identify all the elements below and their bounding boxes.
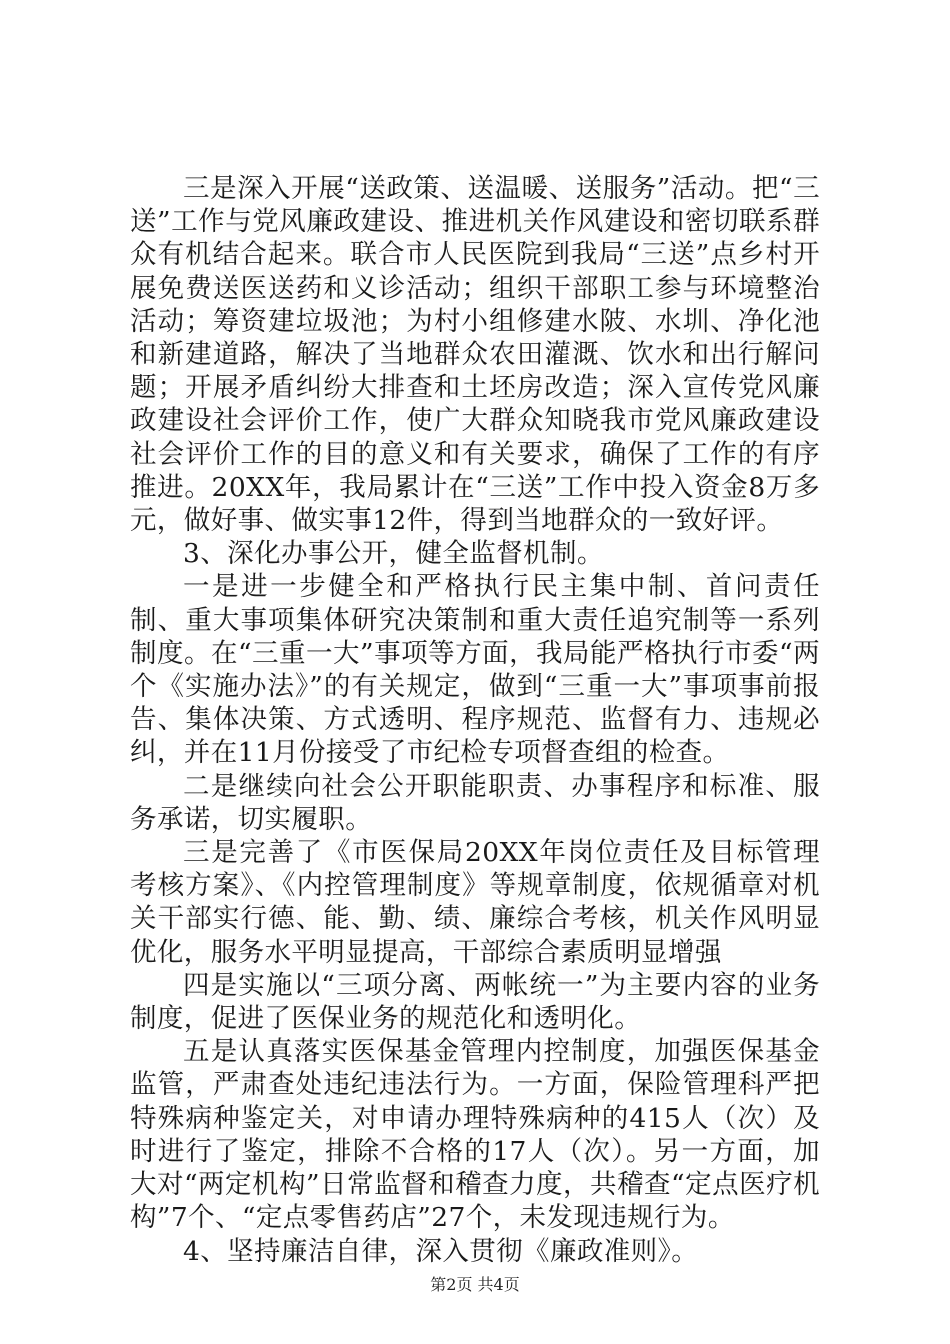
section-heading-4: 4、坚持廉洁自律，深入贯彻《廉政准则》。 [183, 1235, 699, 1267]
paragraph-sansong-activity: 三是深入开展“送政策、送温暖、送服务”活动。把“三送”工作与党风廉政建设、推进机关作风建设和密切联系群众有机结合起来。联合市人民医院到我局“三送”点乡村开展免费送医送药和义诊活动；组织干部职工参与环境整治活动；筹资建垃圾池；为村小组修建水陂、水圳、净化池和新建道路，解决了当地群众农田灌溉、饮水和出行解问题；开展矛盾纠纷大排查和土坯房改造；深入宣传党风廉政建设社会评价工作，使广大群众知晓我市党风廉政建设社会评价工作的目的意义和有关要求，确保了工作的有序推进。20XX年，我局累计在“三送”工作中投入资金8万多元，做好事、做实事12件，得到当地群众的一致好评。 [130, 173, 820, 537]
page-number-footer: 第2页 共4页 [430, 1275, 520, 1294]
paragraph-point-two: 二是继续向社会公开职能职责、办事程序和标准、服务承诺，切实履职。 [130, 770, 820, 835]
section-heading-3: 3、深化办事公开，健全监督机制。 [183, 538, 604, 570]
paragraph-point-one: 一是进一步健全和严格执行民主集中制、首问责任制、重大事项集体研究决策制和重大责任追究制等一系列制度。在“三重一大”事项等方面，我局能严格执行市委“两个《实施办法》”的有关规定，做到“三重一大”事项事前报告、集体决策、方式透明、程序规范、监督有力、违规必纠，并在11月份接受了市纪检专项督查组的检查。 [130, 571, 820, 769]
document-body [130, 172, 820, 1268]
paragraph-point-three: 三是完善了《市医保局20XX年岗位责任及目标管理考核方案》、《内控管理制度》等规章制度，依规循章对机关干部实行德、能、勤、绩、廉综合考核，机关作风明显优化，服务水平明显提高，干部综合素质明显增强 [130, 837, 820, 968]
paragraph-point-five: 五是认真落实医保基金管理内控制度，加强医保基金监管，严肃查处违纪违法行为。一方面，保险管理科严把特殊病种鉴定关，对申请办理特殊病种的415人（次）及时进行了鉴定，排除不合格的17人（次）。另一方面，加大对“两定机构”日常监督和稽查力度，共稽查“定点医疗机构”7个、“定点零售药店”27个，未发现违规行为。 [130, 1036, 820, 1234]
paragraph-point-four: 四是实施以“三项分离、两帐统一”为主要内容的业务制度，促进了医保业务的规范化和透明化。 [130, 969, 820, 1035]
